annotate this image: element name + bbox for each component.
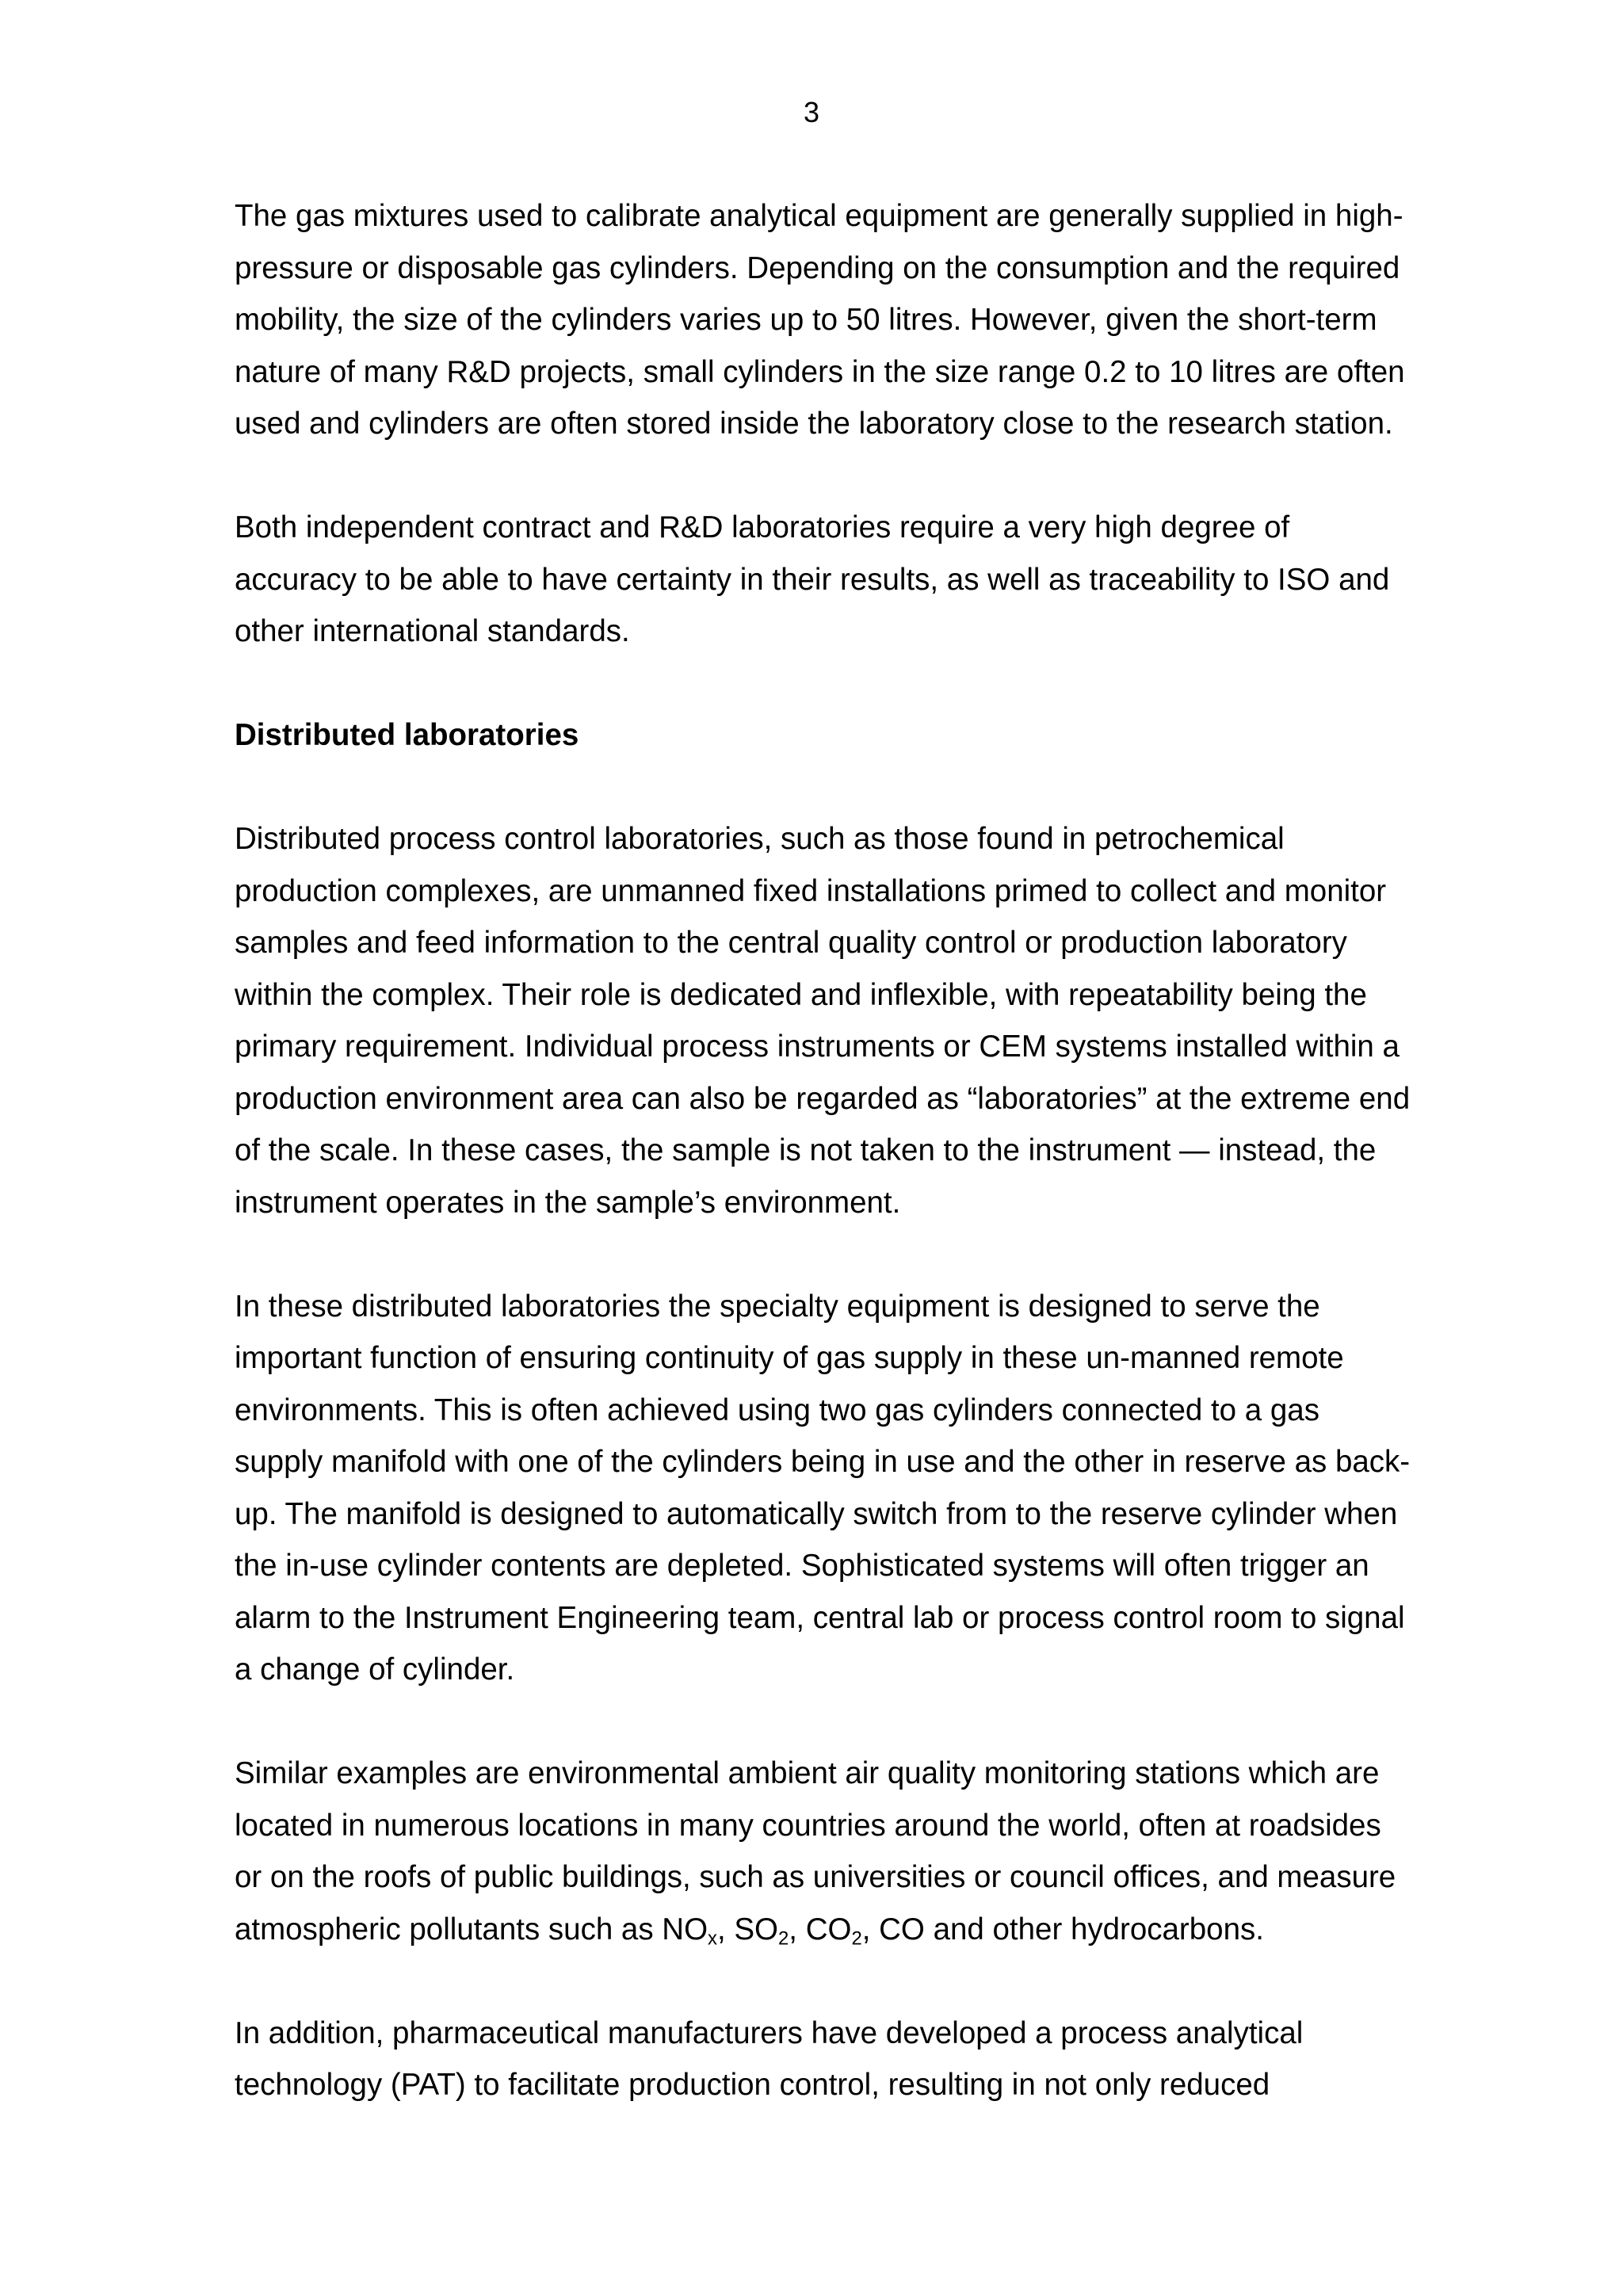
text-line: Both independent contract and R&D laboratories require a very high degree of (235, 510, 1290, 544)
text-line: production environment area can also be regarded as “laboratories” at the extreme end (235, 1081, 1411, 1116)
text-line: or on the roofs of public buildings, such as universities or council offices, and measure (235, 1860, 1396, 1894)
text-line: within the complex. Their role is dedicated and inflexible, with repeatability being the (235, 977, 1367, 1012)
text-line: mobility, the size of the cylinders varies up to 50 litres. However, given the short-term (235, 303, 1377, 337)
paragraph-gas-mixtures (235, 190, 1423, 450)
text-line: production complexes, are unmanned fixed installations primed to collect and monitor (235, 873, 1387, 908)
paragraph-pharmaceutical-pat (235, 2008, 1423, 2111)
pollutants-suffix: , CO and other hydrocarbons. (861, 1912, 1264, 1946)
text-line: other international standards. (235, 614, 630, 648)
paragraph-distributed-process-control (235, 813, 1423, 1228)
text-line: instrument operates in the sample’s environment. (235, 1185, 901, 1220)
text-line: Distributed process control laboratories, such as those found in petrochemical (235, 822, 1285, 856)
text-line: In these distributed laboratories the specialty equipment is designed to serve the (235, 1289, 1320, 1324)
page-body (235, 190, 1423, 2163)
text-line: environments. This is often achieved using two gas cylinders connected to a gas (235, 1392, 1319, 1427)
text-line: of the scale. In these cases, the sample is not taken to the instrument — instead, the (235, 1133, 1377, 1167)
text-line: The gas mixtures used to calibrate analytical equipment are generally supplied in high- (235, 199, 1403, 233)
text-line: used and cylinders are often stored inside the laboratory close to the research station. (235, 407, 1393, 441)
text-line: up. The manifold is designed to automatically switch from to the reserve cylinder when (235, 1496, 1398, 1531)
text-line: supply manifold with one of the cylinders being in use and the other in reserve as back- (235, 1445, 1411, 1479)
so2-text: , SO (716, 1912, 779, 1946)
nox-subscript: x (708, 1927, 717, 1950)
text-line: Similar examples are environmental ambient air quality monitoring stations which are (235, 1756, 1380, 1790)
text-line: located in numerous locations in many countries around the world, often at roadsides (235, 1808, 1381, 1843)
co2-text: , CO (789, 1912, 852, 1946)
text-line: a change of cylinder. (235, 1652, 515, 1687)
text-line: accuracy to be able to have certainty in their results, as well as traceability to ISO and (235, 562, 1390, 597)
text-line: pressure or disposable gas cylinders. Depending on the consumption and the required (235, 250, 1400, 285)
text-line: samples and feed information to the central quality control or production laboratory (235, 926, 1347, 960)
text-line: alarm to the Instrument Engineering team, central lab or process control room to signal (235, 1600, 1405, 1635)
text-line: technology (PAT) to facilitate production control, resulting in not only reduced (235, 2068, 1270, 2102)
section-heading-distributed-laboratories: Distributed laboratories (235, 718, 579, 752)
text-line: In addition, pharmaceutical manufacturers have developed a process analytical (235, 2015, 1304, 2050)
text-line-pollutants (235, 1904, 1423, 1956)
text-line: the in-use cylinder contents are depleted. Sophisticated systems will often trigger an (235, 1549, 1369, 1583)
text-line: nature of many R&D projects, small cylinders in the size range 0.2 to 10 litres are often (235, 354, 1405, 389)
text-line: important function of ensuring continuity of gas supply in these un-manned remote (235, 1341, 1344, 1375)
page-number: 3 (803, 96, 820, 128)
so2-subscript: 2 (778, 1927, 789, 1950)
text-line: primary requirement. Individual process instruments or CEM systems installed within a (235, 1030, 1400, 1064)
paragraph-laboratories-accuracy (235, 502, 1423, 658)
pollutants-prefix: atmospheric pollutants such as NO (235, 1912, 708, 1946)
paragraph-gas-supply-continuity (235, 1281, 1423, 1696)
paragraph-air-quality-monitoring (235, 1748, 1423, 1955)
co2-subscript: 2 (851, 1927, 862, 1950)
